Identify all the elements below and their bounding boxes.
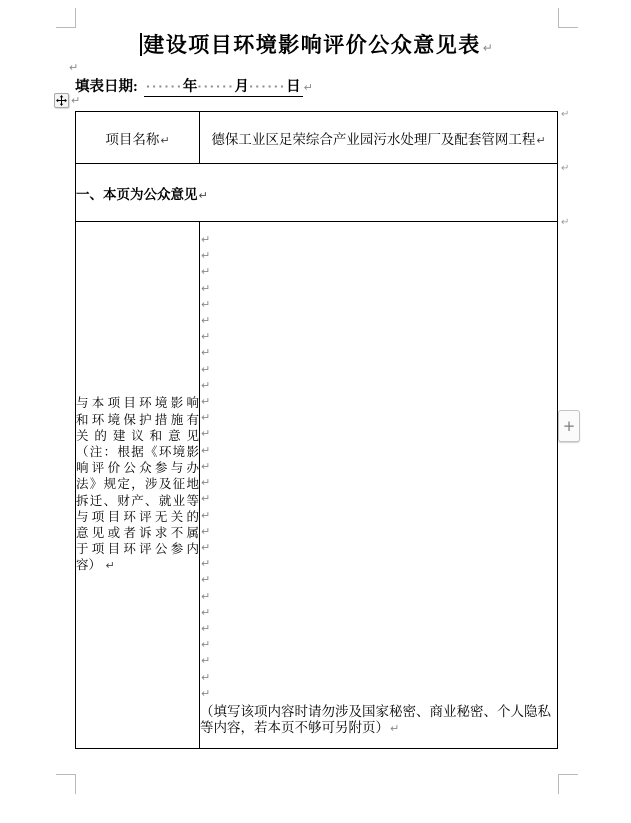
end-of-row-mark-icon: ↵ <box>561 217 570 228</box>
table-row <box>76 164 558 222</box>
paragraph-mark-icon: ↵ <box>201 605 211 619</box>
paragraph-mark-icon: ↵ <box>201 508 211 522</box>
paragraph-mark-icon: ↵ <box>536 133 546 147</box>
day-label: 日 <box>286 79 301 95</box>
move-cross-icon <box>56 95 67 106</box>
table-row <box>76 112 558 164</box>
year-label: 年 <box>182 79 198 95</box>
privacy-note <box>200 704 557 738</box>
crop-mark-top-right-icon <box>558 8 578 28</box>
paragraph-mark-icon: ↵ <box>201 540 211 554</box>
paragraph-mark-icon: ↵ <box>198 188 208 202</box>
project-name-header: 项目名称 <box>105 131 160 147</box>
month-label: 月 <box>234 79 249 95</box>
paragraph-mark-icon: ↵ <box>201 314 211 328</box>
paragraph-mark-icon: ↵ <box>201 233 211 247</box>
paragraph-mark-icon: ↵ <box>201 476 211 490</box>
paragraph-mark-icon: ↵ <box>201 281 211 295</box>
project-name-value: 德保工业区足荣综合产业园污水处理厂及配套管网工程 <box>211 131 536 147</box>
dot-leader: ······ <box>197 80 235 93</box>
opinion-label-cell <box>76 222 200 749</box>
paragraph-mark-icon: ↵ <box>303 81 313 94</box>
paragraph-mark-icon: ↵ <box>201 395 211 409</box>
paragraph-mark-icon: ↵ <box>201 346 211 360</box>
page-title: 建设项目环境影响评价公众意见表 <box>143 33 481 57</box>
paragraph-mark-icon: ↵ <box>201 362 211 376</box>
paragraph-mark-icon: ↵ <box>201 654 211 668</box>
crop-mark-top-left-icon <box>56 8 76 28</box>
paragraph-mark-icon: ↵ <box>201 492 211 506</box>
paragraph-mark-icon: ↵ <box>201 621 211 635</box>
paragraph-mark-icon: ↵ <box>201 459 211 473</box>
fill-date-line <box>75 75 313 96</box>
paragraph-mark-icon: ↵ <box>482 41 493 55</box>
section-heading-cell <box>76 164 558 222</box>
paragraph-mark-icon: ↵ <box>201 638 211 652</box>
paragraph-mark-icon: ↵ <box>201 557 211 571</box>
opinion-input-cell[interactable] <box>200 222 558 749</box>
privacy-note-text: （填写该项内容时请勿涉及国家秘密、商业秘密、个人隐私等内容，若本页不够可另附页） <box>200 703 551 736</box>
empty-paragraph-marks <box>200 232 557 702</box>
paragraph-mark-icon: ↵ <box>71 94 81 107</box>
opinion-label-lines: 与本项目环境影响 和环境保护措施有 关的建议和意见 （注：根据《环境影 响评价公众参与办 法》规定，涉及征地 拆迁、财产、就业等 与项目环评无关的 意见或者诉求不属 于项目环评公参内 容） ↵ <box>76 396 199 573</box>
section-heading: 一、本页为公众意见 <box>76 186 198 202</box>
paragraph-mark-icon: ↵ <box>69 61 79 74</box>
paragraph-mark-icon: ↵ <box>201 427 211 441</box>
paragraph-mark-icon: ↵ <box>201 265 211 279</box>
fill-date-label: 填表日期: <box>75 79 138 95</box>
paragraph-mark-icon: ↵ <box>201 249 211 263</box>
project-name-value-cell[interactable] <box>200 112 558 164</box>
plus-icon: + <box>562 417 576 435</box>
project-name-header-cell <box>76 112 200 164</box>
paragraph-mark-icon: ↵ <box>201 443 211 457</box>
crop-mark-bottom-left-icon <box>56 774 76 794</box>
paragraph-mark-icon: ↵ <box>201 330 211 344</box>
paragraph-mark-icon: ↵ <box>201 670 211 684</box>
crop-mark-bottom-right-icon <box>558 774 578 794</box>
end-of-row-mark-icon: ↵ <box>561 109 570 120</box>
fill-date-blank-field[interactable] <box>144 79 303 97</box>
table-move-handle[interactable] <box>54 93 69 108</box>
text-cursor <box>140 33 142 56</box>
paragraph-mark-icon: ↵ <box>201 411 211 425</box>
paragraph-mark-icon: ↵ <box>390 722 400 736</box>
paragraph-mark-icon: ↵ <box>201 524 211 538</box>
expand-plus-button[interactable] <box>558 410 580 442</box>
paragraph-mark-icon: ↵ <box>201 573 211 587</box>
dot-leader: ······ <box>145 80 183 93</box>
paragraph-mark-icon: ↵ <box>160 133 170 147</box>
paragraph-mark-icon: ↵ <box>201 378 211 392</box>
end-of-row-mark-icon: ↵ <box>561 163 570 174</box>
document-title-line <box>75 29 558 59</box>
paragraph-mark-icon: ↵ <box>201 297 211 311</box>
paragraph-mark-icon: ↵ <box>201 589 211 603</box>
table-row <box>76 222 558 749</box>
paragraph-mark-icon: ↵ <box>201 686 211 700</box>
dot-leader: ······ <box>249 80 287 93</box>
public-opinion-form-table <box>75 111 558 749</box>
paragraph-mark-icon: ↵ <box>102 559 115 573</box>
